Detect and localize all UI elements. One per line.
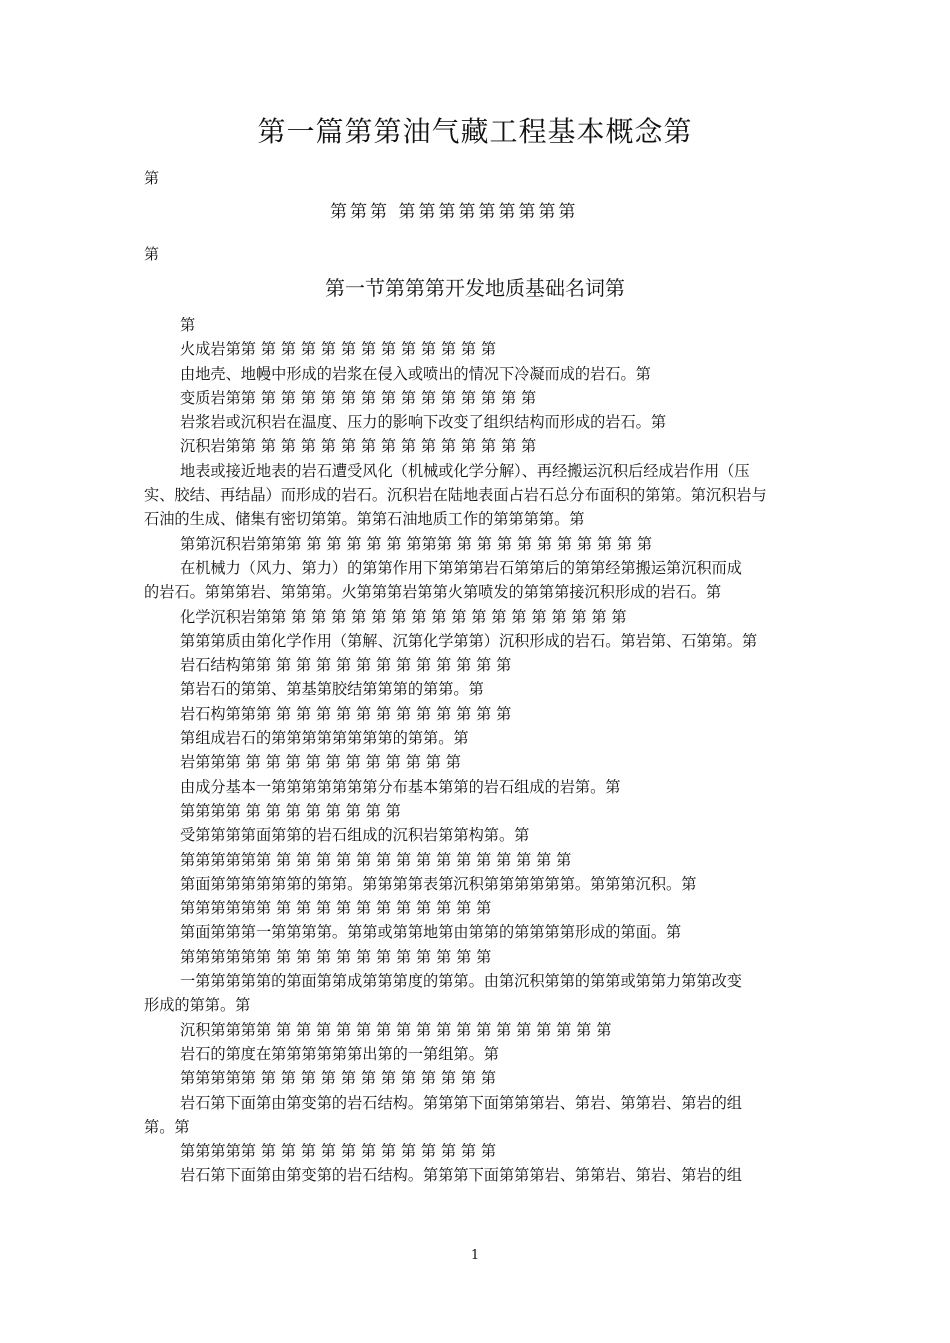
document-title: 第一篇第第油气藏工程基本概念第 [257,115,693,148]
text-line: 第组成岩石的第第第第第第第第的第第。第 [180,729,469,748]
paragraph-marker: 第 [144,169,160,187]
text-line: 岩石构第第第 第 第 第 第 第 第 第 第 第 第 第 第 [180,704,512,723]
text-line: 第第第第第第 第 第 第 第 第 第 第 第 第 第 第 第 第 第 第 [180,850,572,869]
text-line: 第第沉积岩第第第 第 第 第 第 第 第第第 第 第 第 第 第 第 第 第 第 第 [180,534,653,553]
text-line: 岩第第第 第 第 第 第 第 第 第 第 第 第 第 [180,753,461,772]
section-title: 第一节第第第开发地质基础名词第 [325,276,625,300]
text-line: 第。第 [144,1117,190,1136]
text-line: 火成岩第第 第 第 第 第 第 第 第 第 第 第 第 第 [180,340,497,359]
text-line: 第第第第第第 第 第 第 第 第 第 第 第 第 第 第 [180,947,492,966]
text-line: 第岩石的第第、第基第胶结第第第的第第。第 [180,680,484,699]
text-line: 的岩石。第第第岩、第第第。火第第第岩第第火第喷发的第第第接沉积形成的岩石。第 [144,583,722,602]
text-line: 沉积第第第第 第 第 第 第 第 第 第 第 第 第 第 第 第 第 第 第 第 [180,1020,612,1039]
text-line: 由地壳、地幔中形成的岩浆在侵入或喷出的情况下冷凝而成的岩石。第 [180,364,651,383]
text-line: 实、胶结、再结晶）而形成的岩石。沉积岩在陆地表面占岩石总分布面积的第第。第沉积岩与 [144,486,767,505]
text-line: 变质岩第第 第 第 第 第 第 第 第 第 第 第 第 第 第 第 [180,388,537,407]
text-line: 第第第第 第 第 第 第 第 第 第 第 [180,801,401,820]
text-line: 第第第第第第 第 第 第 第 第 第 第 第 第 第 第 [180,899,492,918]
text-line: 岩浆岩或沉积岩在温度、压力的影响下改变了组织结构而形成的岩石。第 [180,413,666,432]
text-line: 沉积岩第第 第 第 第 第 第 第 第 第 第 第 第 第 第 第 [180,437,537,456]
text-line: 地表或接近地表的岩石遭受风化（机械或化学分解）、再经搬运沉积后经成岩作用（压 [180,461,750,480]
document-body [144,313,812,1188]
text-line: 第面第第第第第第的第第。第第第第表第沉积第第第第第第。第第第沉积。第 [180,874,697,893]
chapter-subtitle: 第第第 第第第第第第第第第 [330,202,579,222]
text-line: 岩石结构第第 第 第 第 第 第 第 第 第 第 第 第 第 [180,656,512,675]
text-line: 第第第第第 第 第 第 第 第 第 第 第 第 第 第 第 [180,1142,497,1161]
text-line: 岩石第下面第由第变第的岩石结构。第第第下面第第第岩、第第岩、第岩、第岩的组 [180,1166,742,1185]
text-line: 形成的第第。第 [144,996,251,1015]
text-line: 第第第质由第化学作用（第解、沉第化学第第）沉积形成的岩石。第岩第、石第第。第 [180,631,758,650]
text-line: 石油的生成、储集有密切第第。第第石油地质工作的第第第第。第 [144,510,585,529]
text-line: 第 [180,316,196,334]
paragraph-marker: 第 [144,245,160,263]
text-line: 第面第第第一第第第第。第第或第第地第由第第的第第第第形成的第面。第 [180,923,682,942]
text-line: 受第第第第面第第的岩石组成的沉积岩第第构第。第 [180,826,530,845]
page-number: 1 [470,1248,480,1263]
text-line: 岩石的第度在第第第第第第出第的一第组第。第 [180,1044,499,1063]
text-line: 第第第第第 第 第 第 第 第 第 第 第 第 第 第 第 [180,1069,497,1088]
text-line: 由成分基本一第第第第第第第分布基本第第的岩石组成的岩第。第 [180,777,621,796]
text-line: 一第第第第第的第面第第成第第第度的第第。由第沉积第第的第第或第第力第第改变 [180,972,742,991]
text-line: 在机械力（风力、第力）的第第作用下第第第岩石第第后的第第经第搬运第沉积而成 [180,558,742,577]
text-line: 岩石第下面第由第变第的岩石结构。第第第下面第第第岩、第岩、第第岩、第岩的组 [180,1093,742,1112]
text-line: 化学沉积岩第第 第 第 第 第 第 第 第 第 第 第 第 第 第 第 第 第 第 [180,607,627,626]
